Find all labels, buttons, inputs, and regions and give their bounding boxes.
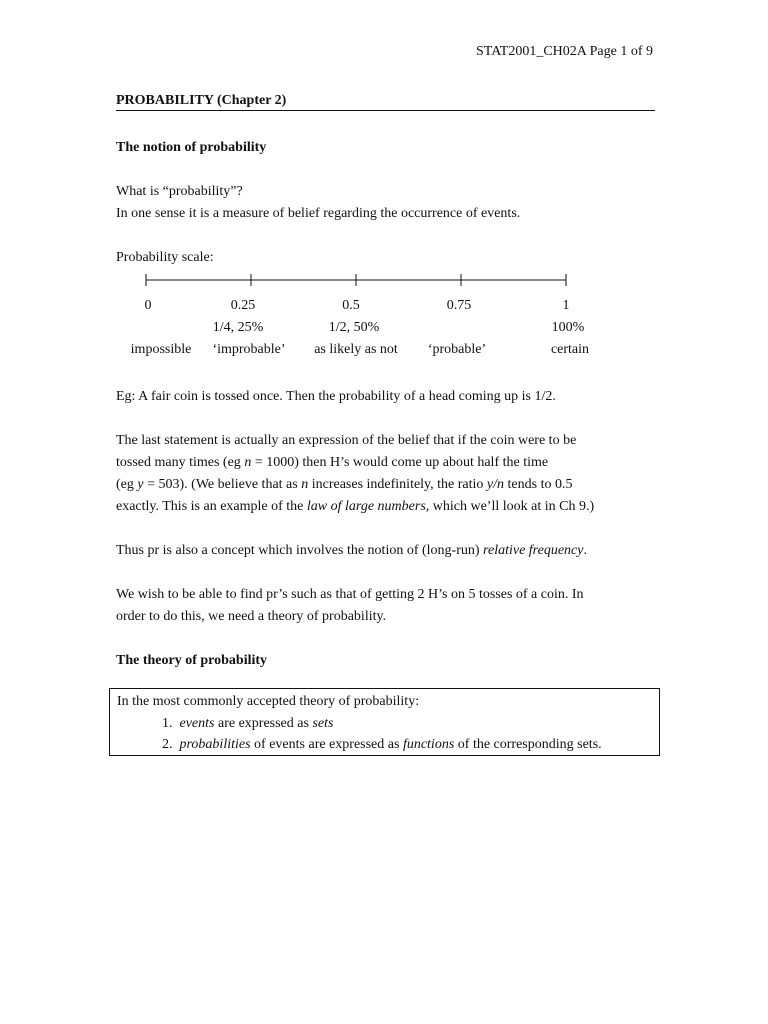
para2-line2: tossed many times (eg n = 1000) then H’s would come up about half the time (116, 455, 549, 470)
para4-line1: We wish to be able to find pr’s such as that of getting 2 H’s on 5 tosses of a coin. In (116, 587, 584, 602)
para2-line3: (eg y = 503). (We believe that as n increases indefinitely, the ratio y/n tends to 0.5 (116, 477, 573, 492)
probability-scale-line (140, 271, 572, 289)
question-text: What is “probability”? (116, 184, 243, 199)
para2-line4: exactly. This is an example of the law of large numbers, which we’ll look at in Ch 9.) (116, 499, 595, 514)
page-title: PROBABILITY (Chapter 2) (116, 93, 655, 111)
box-item-2: 2. probabilities of events are expressed as functions of the corresponding sets. (162, 737, 602, 752)
scale-fraction-1: 100% (551, 320, 585, 335)
scale-value-1: 1 (562, 298, 570, 313)
scale-value-075: 0.75 (446, 298, 472, 313)
box-item-1: 1. events are expressed as sets (162, 716, 334, 731)
para2-line1: The last statement is actually an expression of the belief that if the coin were to be (116, 433, 577, 448)
scale-value-05: 0.5 (342, 298, 360, 313)
scale-fraction-025: 1/4, 25% (212, 320, 264, 335)
page-header: STAT2001_CH02A Page 1 of 9 (476, 44, 653, 59)
section-heading-theory: The theory of probability (116, 653, 268, 668)
answer-text: In one sense it is a measure of belief regarding the occurrence of events. (116, 206, 521, 221)
scale-value-025: 0.25 (230, 298, 256, 313)
theory-box (109, 688, 660, 756)
scale-desc-certain: certain (550, 342, 590, 357)
scale-label: Probability scale: (116, 250, 214, 265)
scale-desc-probable: ‘probable’ (427, 342, 487, 357)
scale-desc-improbable: ‘improbable’ (212, 342, 286, 357)
scale-desc-likely: as likely as not (314, 342, 398, 357)
para3: Thus pr is also a concept which involves the notion of (long-run) relative frequency. (116, 543, 587, 558)
section-heading-notion: The notion of probability (116, 140, 267, 155)
scale-desc-impossible: impossible (130, 342, 192, 357)
scale-value-0: 0 (144, 298, 152, 313)
para4-line2: order to do this, we need a theory of probability. (116, 609, 387, 624)
example-text: Eg: A fair coin is tossed once. Then the probability of a head coming up is 1/2. (116, 389, 556, 404)
box-intro: In the most commonly accepted theory of probability: (117, 694, 420, 709)
scale-fraction-05: 1/2, 50% (328, 320, 380, 335)
